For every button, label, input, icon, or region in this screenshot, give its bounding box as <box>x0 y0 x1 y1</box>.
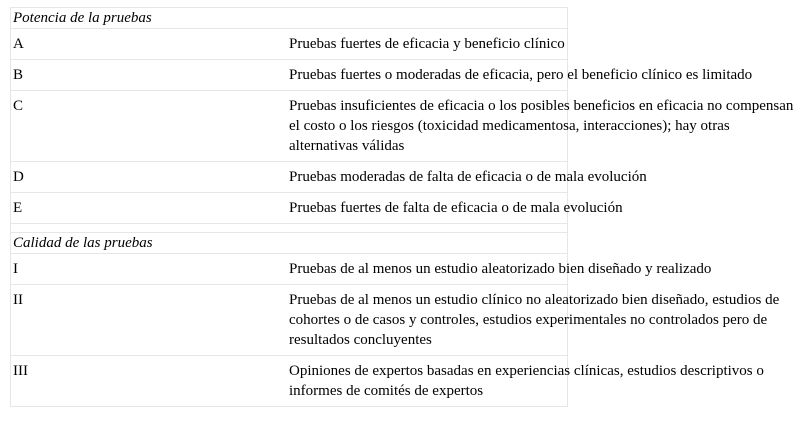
row-code: B <box>11 60 290 91</box>
row-description <box>289 162 647 193</box>
row-description <box>289 91 793 162</box>
description-line: Opiniones de expertos basadas en experiencias clínicas, estudios descriptivos o <box>289 363 764 379</box>
section-heading-row <box>11 8 568 29</box>
table-row <box>11 193 568 224</box>
section-heading-row <box>11 233 568 254</box>
row-description <box>289 60 753 91</box>
description-line: Pruebas moderadas de falta de eficacia o de mala evolución <box>289 169 647 185</box>
row-code: A <box>11 29 290 60</box>
evidence-grading-table <box>10 7 793 407</box>
table-row <box>11 254 568 285</box>
description-line: Pruebas fuertes de eficacia y beneficio clínico <box>289 36 565 52</box>
description-line: alternativas válidas <box>289 138 405 154</box>
table-row <box>11 285 568 356</box>
spacer-cell <box>11 224 568 233</box>
row-code: E <box>11 193 290 224</box>
section-spacer <box>11 224 568 233</box>
section-heading-potencia: Potencia de la pruebas <box>11 8 568 29</box>
row-code: III <box>11 356 290 407</box>
table-row <box>11 60 568 91</box>
section-heading-calidad: Calidad de las pruebas <box>11 233 568 254</box>
row-code: D <box>11 162 290 193</box>
row-description <box>289 285 780 356</box>
description-line: Pruebas fuertes o moderadas de eficacia, pero el beneficio clínico es limitado <box>289 67 753 83</box>
description-line: Pruebas fuertes de falta de eficacia o de mala evolución <box>289 200 623 216</box>
row-code: I <box>11 254 290 285</box>
description-line: Pruebas de al menos un estudio aleatorizado bien diseñado y realizado <box>289 261 712 277</box>
row-description <box>289 193 623 224</box>
description-line: informes de comités de expertos <box>289 383 484 399</box>
row-code: C <box>11 91 290 162</box>
table-row <box>11 356 568 407</box>
table-row <box>11 162 568 193</box>
table-row <box>11 29 568 60</box>
row-description <box>289 29 568 60</box>
row-description <box>289 254 712 285</box>
description-line: Pruebas de al menos un estudio clínico no aleatorizado bien diseñado, estudios de <box>289 292 780 308</box>
table-body <box>11 8 793 407</box>
row-description <box>289 356 764 407</box>
row-code: II <box>11 285 290 356</box>
description-line: resultados concluyentes <box>289 332 432 348</box>
description-line: el costo o los riesgos (toxicidad medicamentosa, interacciones); hay otras <box>289 118 730 134</box>
description-line: Pruebas insuficientes de eficacia o los posibles beneficios en eficacia no compensan <box>289 98 793 114</box>
description-line: cohortes o de casos y controles, estudios experimentales no controlados pero de <box>289 312 768 328</box>
table-row <box>11 91 568 162</box>
